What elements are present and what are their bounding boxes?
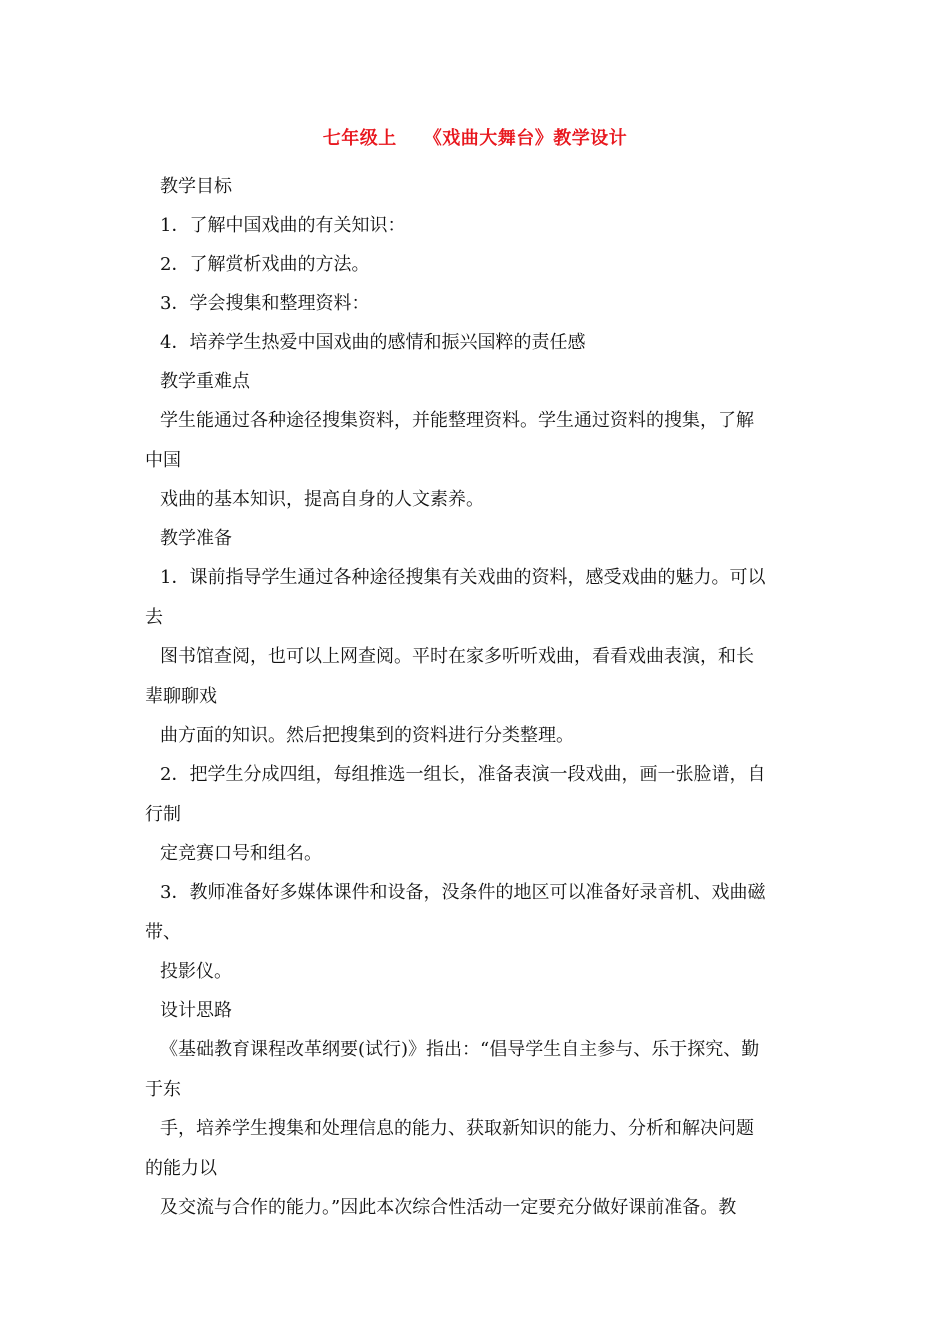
paragraph-line: 《基础教育课程改革纲要(试行)》指出：“倡导学生自主参与、乐于探究、勤 (160, 1039, 760, 1060)
paragraph-line: 定竞赛口号和组名。 (160, 843, 322, 864)
paragraph-line: 及交流与合作的能力。”因此本次综合性活动一定要充分做好课前准备。教 (160, 1197, 737, 1218)
section-heading-preparation: 教学准备 (160, 528, 232, 549)
paragraph-line: 戏曲的基本知识，提高自身的人文素养。 (160, 489, 484, 510)
paragraph-line: 行制 (145, 804, 181, 825)
section-heading-design-ideas: 设计思路 (160, 1000, 232, 1021)
section-heading-objectives: 教学目标 (160, 176, 232, 197)
paragraph-line: 3．教师准备好多媒体课件和设备，没条件的地区可以准备好录音机、戏曲磁 (160, 882, 766, 903)
paragraph-line: 投影仪。 (160, 961, 232, 982)
objective-item: 1．了解中国戏曲的有关知识： (160, 215, 406, 236)
paragraph-line: 于东 (145, 1079, 181, 1100)
document-title: 七年级上 《戏曲大舞台》教学设计 (322, 128, 628, 149)
objective-item: 2．了解赏析戏曲的方法。 (160, 254, 370, 275)
paragraph-line: 手，培养学生搜集和处理信息的能力、获取新知识的能力、分析和解决问题 (160, 1118, 754, 1139)
objective-item: 4．培养学生热爱中国戏曲的感情和振兴国粹的责任感 (160, 332, 586, 353)
paragraph-line: 辈聊聊戏 (145, 686, 217, 707)
paragraph-line: 去 (145, 607, 163, 628)
paragraph-line: 图书馆查阅，也可以上网查阅。平时在家多听听戏曲，看看戏曲表演，和长 (160, 646, 754, 667)
paragraph-line: 2．把学生分成四组，每组推选一组长，准备表演一段戏曲，画一张脸谱，自 (160, 764, 766, 785)
paragraph-line: 曲方面的知识。然后把搜集到的资料进行分类整理。 (160, 725, 574, 746)
paragraph-line: 中国 (145, 450, 181, 471)
paragraph-line: 学生能通过各种途径搜集资料，并能整理资料。学生通过资料的搜集，了解 (160, 410, 754, 431)
paragraph-line: 带、 (145, 922, 181, 943)
paragraph-line: 的能力以 (145, 1158, 217, 1179)
section-heading-key-points: 教学重难点 (160, 371, 250, 392)
paragraph-line: 1．课前指导学生通过各种途径搜集有关戏曲的资料，感受戏曲的魅力。可以 (160, 567, 766, 588)
objective-item: 3．学会搜集和整理资料： (160, 293, 370, 314)
